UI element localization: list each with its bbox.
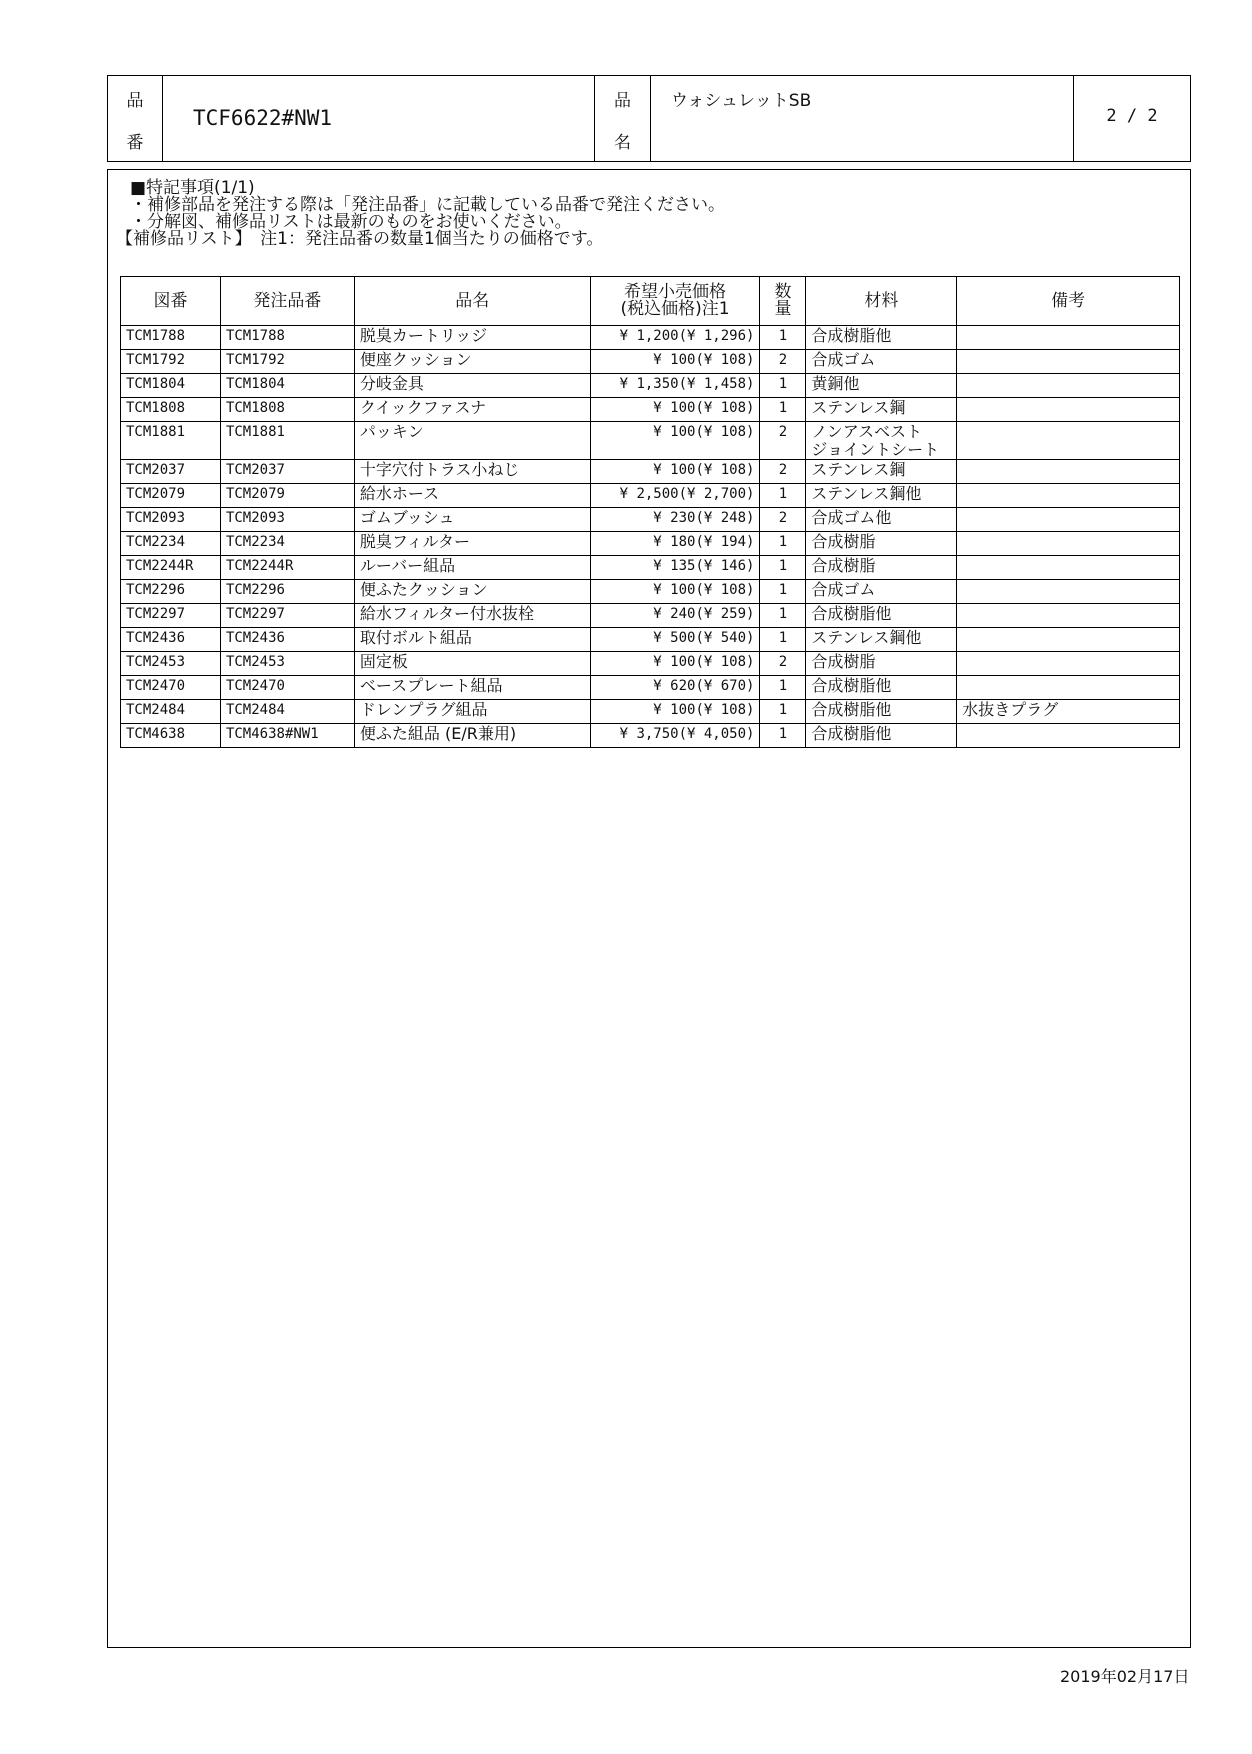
cell-fig-no: TCM1792	[121, 350, 221, 374]
notes-line-2: ・分解図、補修品リストは最新のものをお使いください。	[130, 212, 572, 232]
cell-remarks: 水抜きプラグ	[957, 700, 1180, 724]
cell-material: 合成樹脂	[806, 652, 957, 676]
cell-name: 固定板	[354, 652, 590, 676]
cell-name: 給水ホース	[354, 484, 590, 508]
cell-material: 合成ゴム	[806, 580, 957, 604]
table-row	[121, 556, 1180, 580]
table-row	[121, 580, 1180, 604]
cell-qty: 2	[760, 460, 806, 484]
page-number: 2 / 2	[1106, 106, 1158, 126]
cell-remarks	[957, 326, 1180, 350]
part-no: TCF6622#NW1	[193, 106, 333, 130]
cell-name: ベースプレート組品	[354, 676, 590, 700]
table-row	[121, 374, 1180, 398]
cell-price: ¥ 180(¥ 194)	[590, 532, 760, 556]
header-box	[107, 75, 1191, 162]
part-no-cell	[163, 76, 595, 161]
col-qty-line-1: 数	[774, 282, 792, 302]
cell-qty: 1	[760, 484, 806, 508]
cell-remarks	[957, 422, 1180, 460]
cell-remarks	[957, 580, 1180, 604]
cell-price: ¥ 135(¥ 146)	[590, 556, 760, 580]
cell-qty: 1	[760, 532, 806, 556]
cell-remarks	[957, 652, 1180, 676]
cell-material: 合成樹脂他	[806, 604, 957, 628]
cell-qty: 2	[760, 422, 806, 460]
cell-price: ¥ 620(¥ 670)	[590, 676, 760, 700]
document-date: 2019年02月17日	[1060, 1667, 1190, 1686]
cell-order-no: TCM2484	[220, 700, 354, 724]
cell-order-no: TCM2244R	[220, 556, 354, 580]
cell-remarks	[957, 724, 1180, 748]
table-row	[121, 532, 1180, 556]
cell-qty: 1	[760, 676, 806, 700]
cell-name: 取付ボルト組品	[354, 628, 590, 652]
cell-qty: 1	[760, 628, 806, 652]
cell-material: 合成ゴム	[806, 350, 957, 374]
list-title: 【補修品リスト】 注1：発注品番の数量1個当たりの価格です。	[116, 229, 604, 249]
cell-order-no: TCM2296	[220, 580, 354, 604]
cell-material: 合成樹脂他	[806, 724, 957, 748]
cell-qty: 1	[760, 374, 806, 398]
table-row	[121, 724, 1180, 748]
col-qty	[760, 277, 806, 326]
cell-material: ステンレス鋼他	[806, 628, 957, 652]
cell-price: ¥ 1,350(¥ 1,458)	[590, 374, 760, 398]
cell-qty: 2	[760, 652, 806, 676]
cell-name: 便座クッション	[354, 350, 590, 374]
cell-material: 合成樹脂	[806, 532, 957, 556]
cell-price: ¥ 100(¥ 108)	[590, 700, 760, 724]
cell-fig-no: TCM1788	[121, 326, 221, 350]
col-price-line-1: 希望小売価格	[624, 282, 727, 302]
cell-fig-no: TCM1808	[121, 398, 221, 422]
cell-order-no: TCM2234	[220, 532, 354, 556]
cell-price: ¥ 100(¥ 108)	[590, 580, 760, 604]
cell-material: 合成樹脂他	[806, 676, 957, 700]
parts-table	[120, 276, 1180, 748]
cell-qty: 1	[760, 700, 806, 724]
cell-order-no: TCM2436	[220, 628, 354, 652]
cell-order-no: TCM4638#NW1	[220, 724, 354, 748]
name-label-2: 名	[614, 133, 631, 153]
table-row	[121, 484, 1180, 508]
cell-fig-no: TCM2436	[121, 628, 221, 652]
cell-fig-no: TCM2297	[121, 604, 221, 628]
table-row	[121, 700, 1180, 724]
cell-name: 分岐金具	[354, 374, 590, 398]
cell-price: ¥ 100(¥ 108)	[590, 398, 760, 422]
table-row	[121, 398, 1180, 422]
cell-material: ノンアスベスト ジョイントシート	[806, 422, 957, 460]
page-cell	[1074, 76, 1190, 161]
cell-material: ステンレス鋼	[806, 460, 957, 484]
cell-fig-no: TCM2037	[121, 460, 221, 484]
cell-qty: 1	[760, 398, 806, 422]
col-fig-no: 図番	[121, 277, 221, 326]
col-material: 材料	[806, 277, 957, 326]
table-row	[121, 350, 1180, 374]
cell-remarks	[957, 374, 1180, 398]
cell-price: ¥ 100(¥ 108)	[590, 350, 760, 374]
cell-remarks	[957, 628, 1180, 652]
part-no-label-1: 品	[126, 91, 144, 111]
cell-fig-no: TCM1881	[121, 422, 221, 460]
cell-remarks	[957, 676, 1180, 700]
cell-order-no: TCM2037	[220, 460, 354, 484]
table-row	[121, 604, 1180, 628]
cell-material: 黄銅他	[806, 374, 957, 398]
name-label-1: 品	[614, 91, 631, 111]
cell-name: 脱臭カートリッジ	[354, 326, 590, 350]
cell-remarks	[957, 350, 1180, 374]
cell-fig-no: TCM2296	[121, 580, 221, 604]
cell-remarks	[957, 532, 1180, 556]
cell-price: ¥ 3,750(¥ 4,050)	[590, 724, 760, 748]
cell-order-no: TCM1792	[220, 350, 354, 374]
cell-fig-no: TCM4638	[121, 724, 221, 748]
notes-heading: ■特記事項(1/1)	[130, 178, 255, 198]
part-no-label-2: 番	[126, 133, 144, 153]
name-label	[595, 76, 651, 161]
table-row	[121, 652, 1180, 676]
cell-order-no: TCM2297	[220, 604, 354, 628]
cell-fig-no: TCM2234	[121, 532, 221, 556]
product-name: ウォシュレットSB	[671, 91, 812, 111]
product-name-cell	[651, 76, 1074, 161]
cell-qty: 1	[760, 724, 806, 748]
cell-material: ステンレス鋼他	[806, 484, 957, 508]
cell-name: 脱臭フィルター	[354, 532, 590, 556]
cell-fig-no: TCM2079	[121, 484, 221, 508]
cell-name: ドレンプラグ組品	[354, 700, 590, 724]
cell-qty: 1	[760, 556, 806, 580]
cell-material: 合成樹脂他	[806, 700, 957, 724]
cell-remarks	[957, 508, 1180, 532]
col-order-no: 発注品番	[220, 277, 354, 326]
cell-material: 合成樹脂他	[806, 326, 957, 350]
col-name: 品名	[354, 277, 590, 326]
cell-qty: 1	[760, 326, 806, 350]
part-no-label	[108, 76, 163, 161]
cell-name: 十字穴付トラス小ねじ	[354, 460, 590, 484]
cell-remarks	[957, 398, 1180, 422]
table-header-row	[121, 277, 1180, 326]
table-row	[121, 460, 1180, 484]
cell-fig-no: TCM2244R	[121, 556, 221, 580]
col-price-line-2: (税込価格)注1	[620, 299, 730, 319]
cell-price: ¥ 240(¥ 259)	[590, 604, 760, 628]
cell-fig-no: TCM2484	[121, 700, 221, 724]
cell-price: ¥ 100(¥ 108)	[590, 460, 760, 484]
cell-material: 合成ゴム他	[806, 508, 957, 532]
cell-qty: 1	[760, 580, 806, 604]
cell-name: パッキン	[354, 422, 590, 460]
table-row	[121, 326, 1180, 350]
col-price	[590, 277, 760, 326]
table-row	[121, 628, 1180, 652]
cell-price: ¥ 1,200(¥ 1,296)	[590, 326, 760, 350]
table-row	[121, 508, 1180, 532]
cell-remarks	[957, 460, 1180, 484]
cell-order-no: TCM2453	[220, 652, 354, 676]
cell-name: 便ふたクッション	[354, 580, 590, 604]
cell-name: クイックファスナ	[354, 398, 590, 422]
cell-name: ルーバー組品	[354, 556, 590, 580]
cell-material: 合成樹脂	[806, 556, 957, 580]
table-row	[121, 676, 1180, 700]
cell-order-no: TCM2079	[220, 484, 354, 508]
cell-qty: 1	[760, 604, 806, 628]
cell-order-no: TCM2470	[220, 676, 354, 700]
cell-material: ステンレス鋼	[806, 398, 957, 422]
cell-name: 給水フィルター付水抜栓	[354, 604, 590, 628]
cell-order-no: TCM1808	[220, 398, 354, 422]
cell-order-no: TCM1788	[220, 326, 354, 350]
cell-fig-no: TCM2093	[121, 508, 221, 532]
cell-price: ¥ 2,500(¥ 2,700)	[590, 484, 760, 508]
cell-fig-no: TCM1804	[121, 374, 221, 398]
cell-name: ゴムブッシュ	[354, 508, 590, 532]
cell-remarks	[957, 604, 1180, 628]
cell-remarks	[957, 484, 1180, 508]
cell-qty: 2	[760, 508, 806, 532]
cell-price: ¥ 100(¥ 108)	[590, 422, 760, 460]
notes	[116, 180, 725, 248]
notes-line-1: ・補修部品を発注する際は「発注品番」に記載している品番で発注ください。	[130, 195, 725, 215]
col-qty-line-2: 量	[774, 299, 792, 319]
cell-price: ¥ 230(¥ 248)	[590, 508, 760, 532]
cell-remarks	[957, 556, 1180, 580]
cell-order-no: TCM1804	[220, 374, 354, 398]
table-body	[121, 326, 1180, 748]
cell-fig-no: TCM2470	[121, 676, 221, 700]
cell-price: ¥ 500(¥ 540)	[590, 628, 760, 652]
cell-name: 便ふた組品 (E/R兼用)	[354, 724, 590, 748]
cell-fig-no: TCM2453	[121, 652, 221, 676]
cell-order-no: TCM1881	[220, 422, 354, 460]
col-remarks: 備考	[957, 277, 1180, 326]
cell-qty: 2	[760, 350, 806, 374]
cell-order-no: TCM2093	[220, 508, 354, 532]
table-row	[121, 422, 1180, 460]
cell-price: ¥ 100(¥ 108)	[590, 652, 760, 676]
